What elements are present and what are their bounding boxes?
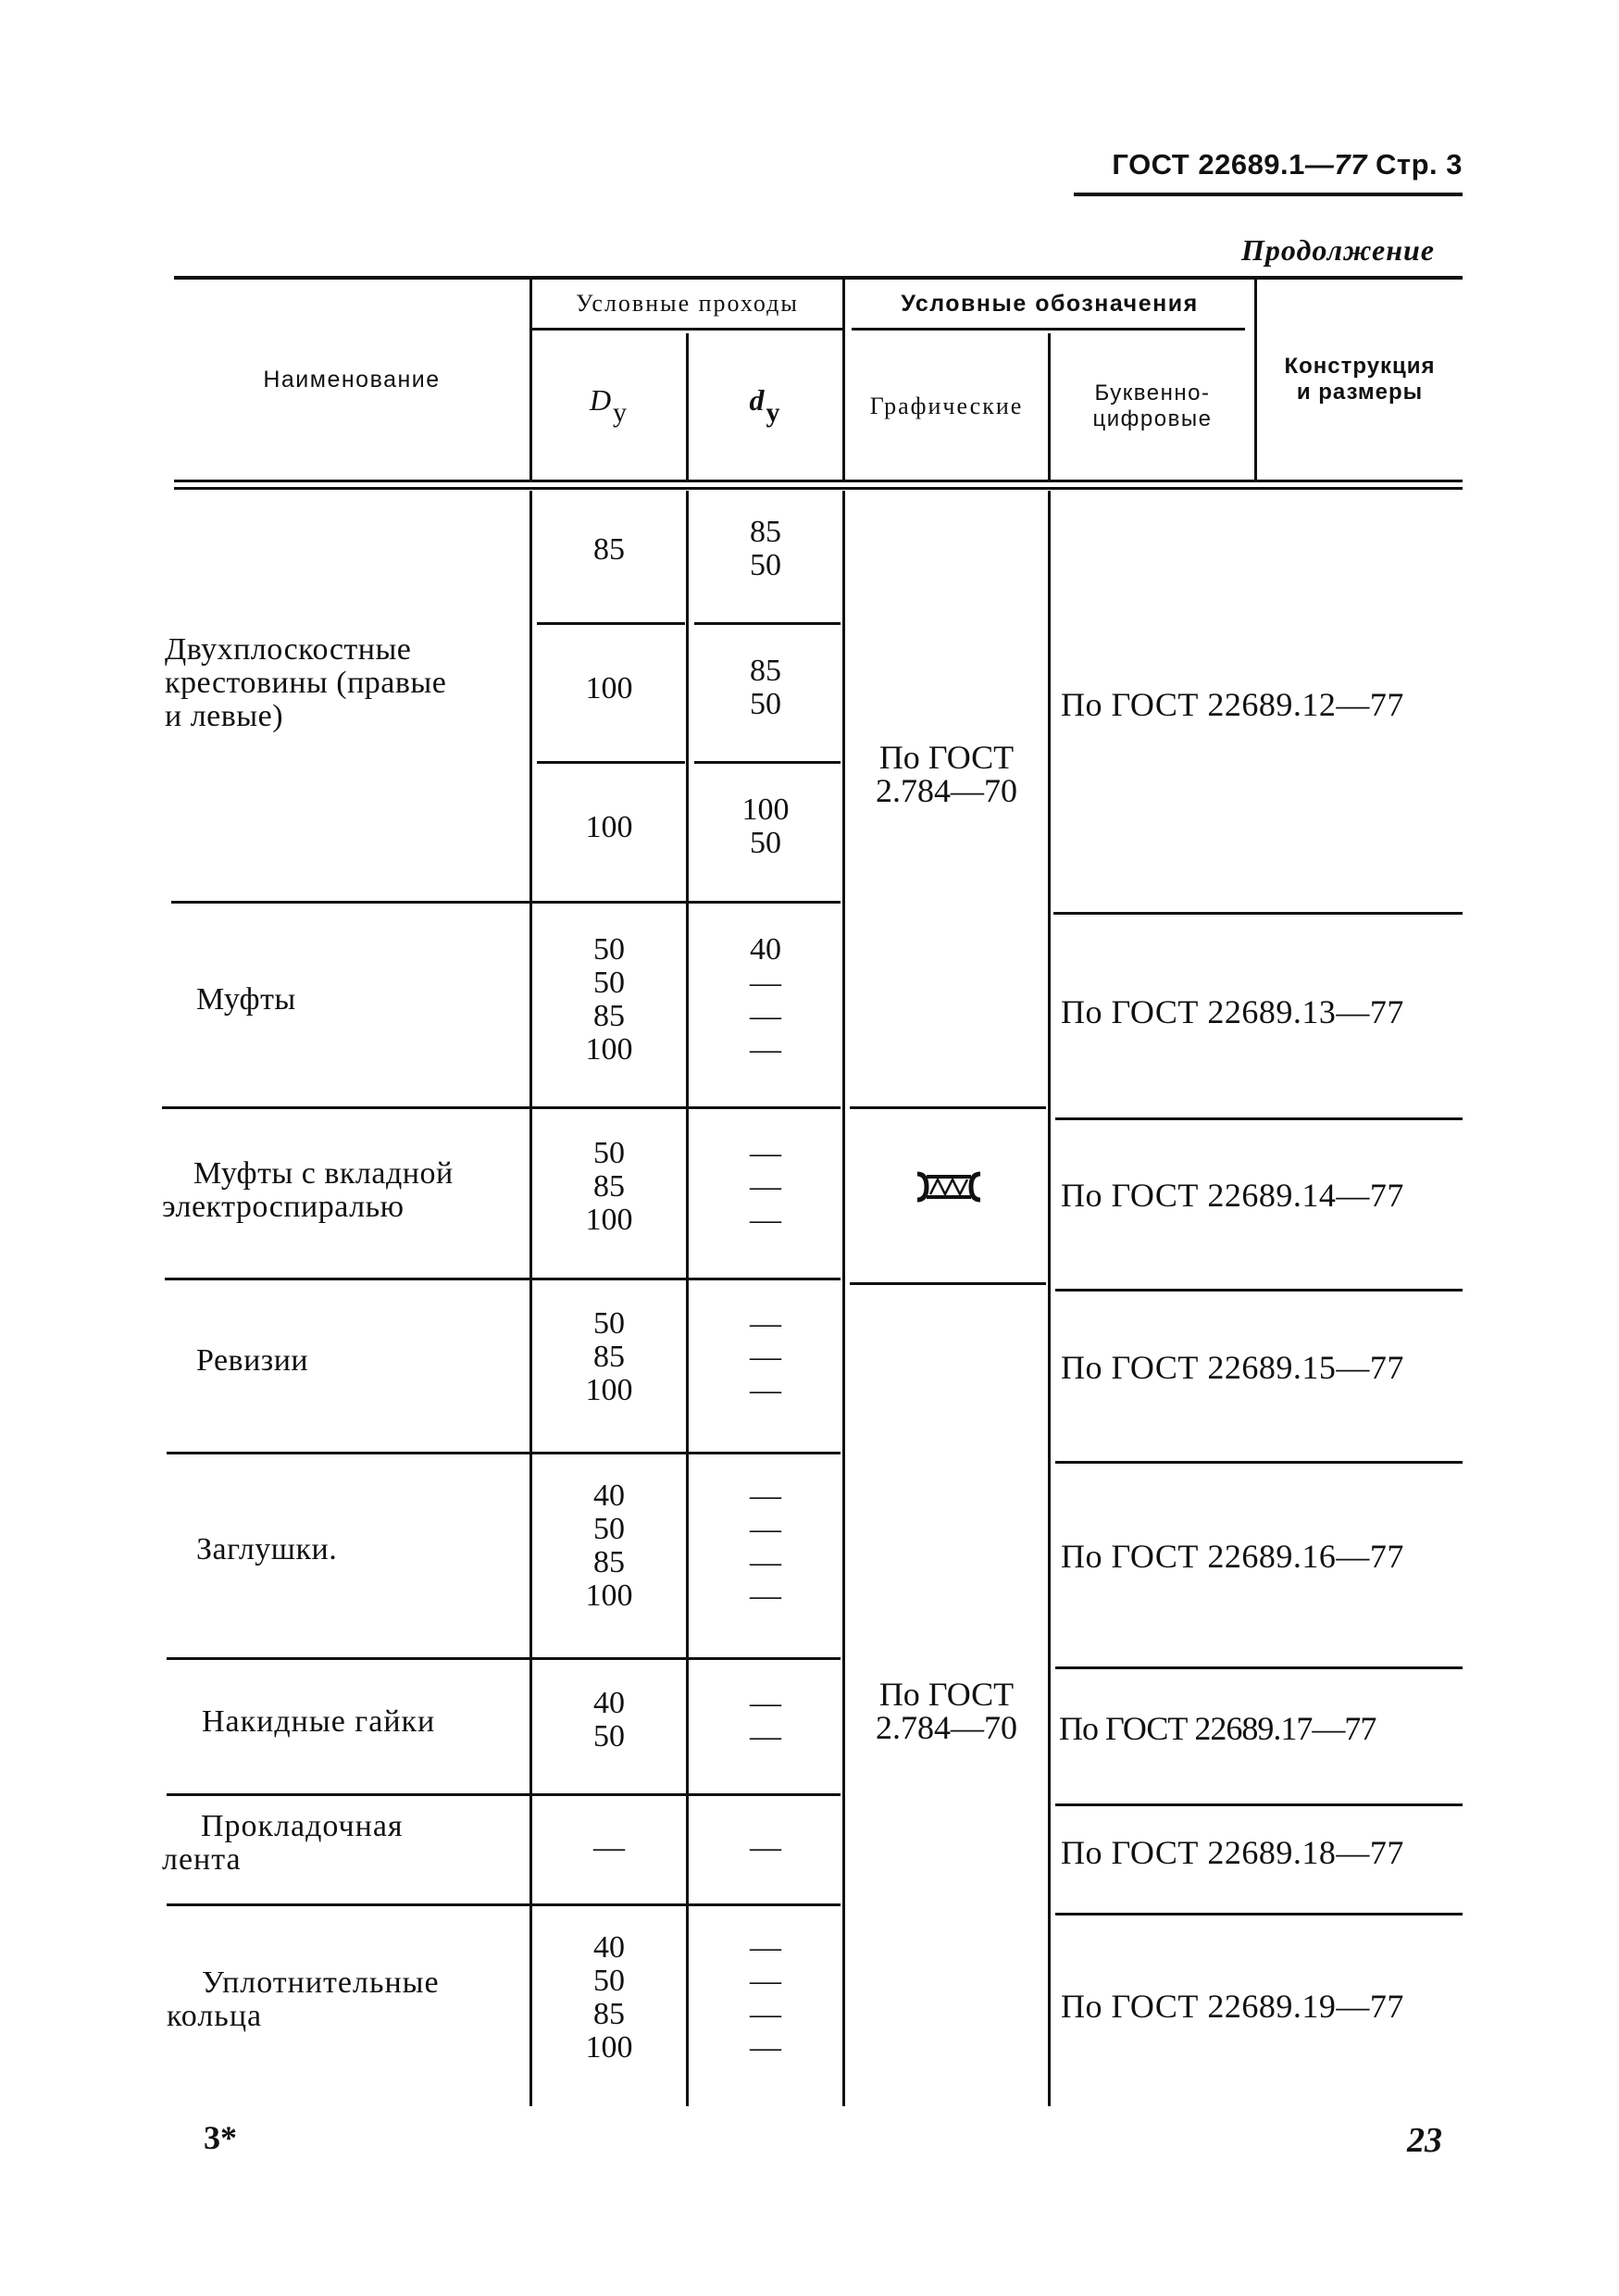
construction-reference: По ГОСТ 22689.19—77 [1061,1988,1404,2025]
continuation-label: Продолжение [1241,233,1435,267]
column-header-dy-upper [532,333,686,480]
column-header-graphic: Графические [869,393,1024,420]
row-name: Муфты с вкладной электроспиралью [162,1156,454,1224]
cell-Dy: 85 [593,532,625,567]
cell-dy: — — — [750,1306,781,1407]
construction-reference: По ГОСТ 22689.16—77 [1061,1538,1404,1575]
column-header-construction: Конструкция и размеры [1284,354,1436,405]
dy-lower-symbol: d [749,383,766,418]
row-name: Ревизии [196,1343,309,1378]
cell-dy: — — — [750,1136,781,1237]
row-name: Прокладочная лента [162,1809,404,1877]
column-header-name: Наименование [263,366,441,393]
page-label: Стр. 3 [1376,148,1463,181]
row-name: Заглушки. [196,1532,338,1566]
dy-lower-subscript: у [766,397,782,429]
row-name: Уплотнительные кольца [167,1965,440,2033]
cell-dy: 85 50 [750,654,781,721]
construction-reference: По ГОСТ 22689.12—77 [1061,686,1404,723]
row-name: Накидные гайки [202,1704,436,1739]
cell-Dy: 40 50 85 100 [585,1930,633,2065]
row-name: Муфты [196,982,296,1017]
cell-dy: 100 50 [741,792,790,860]
cell-Dy: 100 [585,671,633,705]
cell-Dy: 50 85 100 [585,1306,633,1407]
signature-mark: 3* [204,2119,237,2156]
construction-reference: По ГОСТ 22689.13—77 [1061,993,1404,1030]
column-group-nominal-passages: Условные проходы [576,290,799,318]
cell-Dy: 50 50 85 100 [585,932,633,1067]
row-name: Двухплоскостные крестовины (правые и левые) [165,632,447,733]
document-header [1065,148,1463,181]
cell-Dy: 50 85 100 [585,1136,633,1237]
electro-spiral-coupling-symbol [912,1168,986,1205]
cell-dy: — [750,1830,781,1865]
column-header-dy-lower [689,333,842,480]
graphic-reference: По ГОСТ 2.784—70 [876,1676,1017,1746]
construction-reference: По ГОСТ 22689.18—77 [1061,1834,1404,1871]
cell-dy: 85 50 [750,515,781,582]
construction-reference: По ГОСТ 22689.14—77 [1061,1177,1404,1214]
construction-reference: По ГОСТ 22689.17—77 [1059,1710,1376,1747]
dy-upper-subscript: у [613,397,629,429]
cell-dy: — — — — [750,1930,781,2065]
page-number: 23 [1407,2121,1442,2160]
cell-Dy: — [593,1830,625,1865]
standard-number: ГОСТ 22689.1 [1112,148,1305,181]
cell-dy: 40 — — — [750,932,781,1067]
cell-dy: — — — — [750,1479,781,1613]
column-header-alphanumeric: Буквенно- цифровые [1092,381,1213,431]
cell-Dy: 100 [585,810,633,844]
column-group-designations: Условные обозначения [901,290,1199,317]
dy-upper-symbol: D [589,383,614,418]
graphic-reference: По ГОСТ 2.784—70 [876,739,1017,809]
cell-Dy: 40 50 [593,1686,625,1753]
header-rule [1074,193,1463,196]
cell-Dy: 40 50 85 100 [585,1479,633,1613]
cell-dy: — — [750,1686,781,1753]
construction-reference: По ГОСТ 22689.15—77 [1061,1349,1404,1386]
standard-year: —77 [1304,148,1367,181]
